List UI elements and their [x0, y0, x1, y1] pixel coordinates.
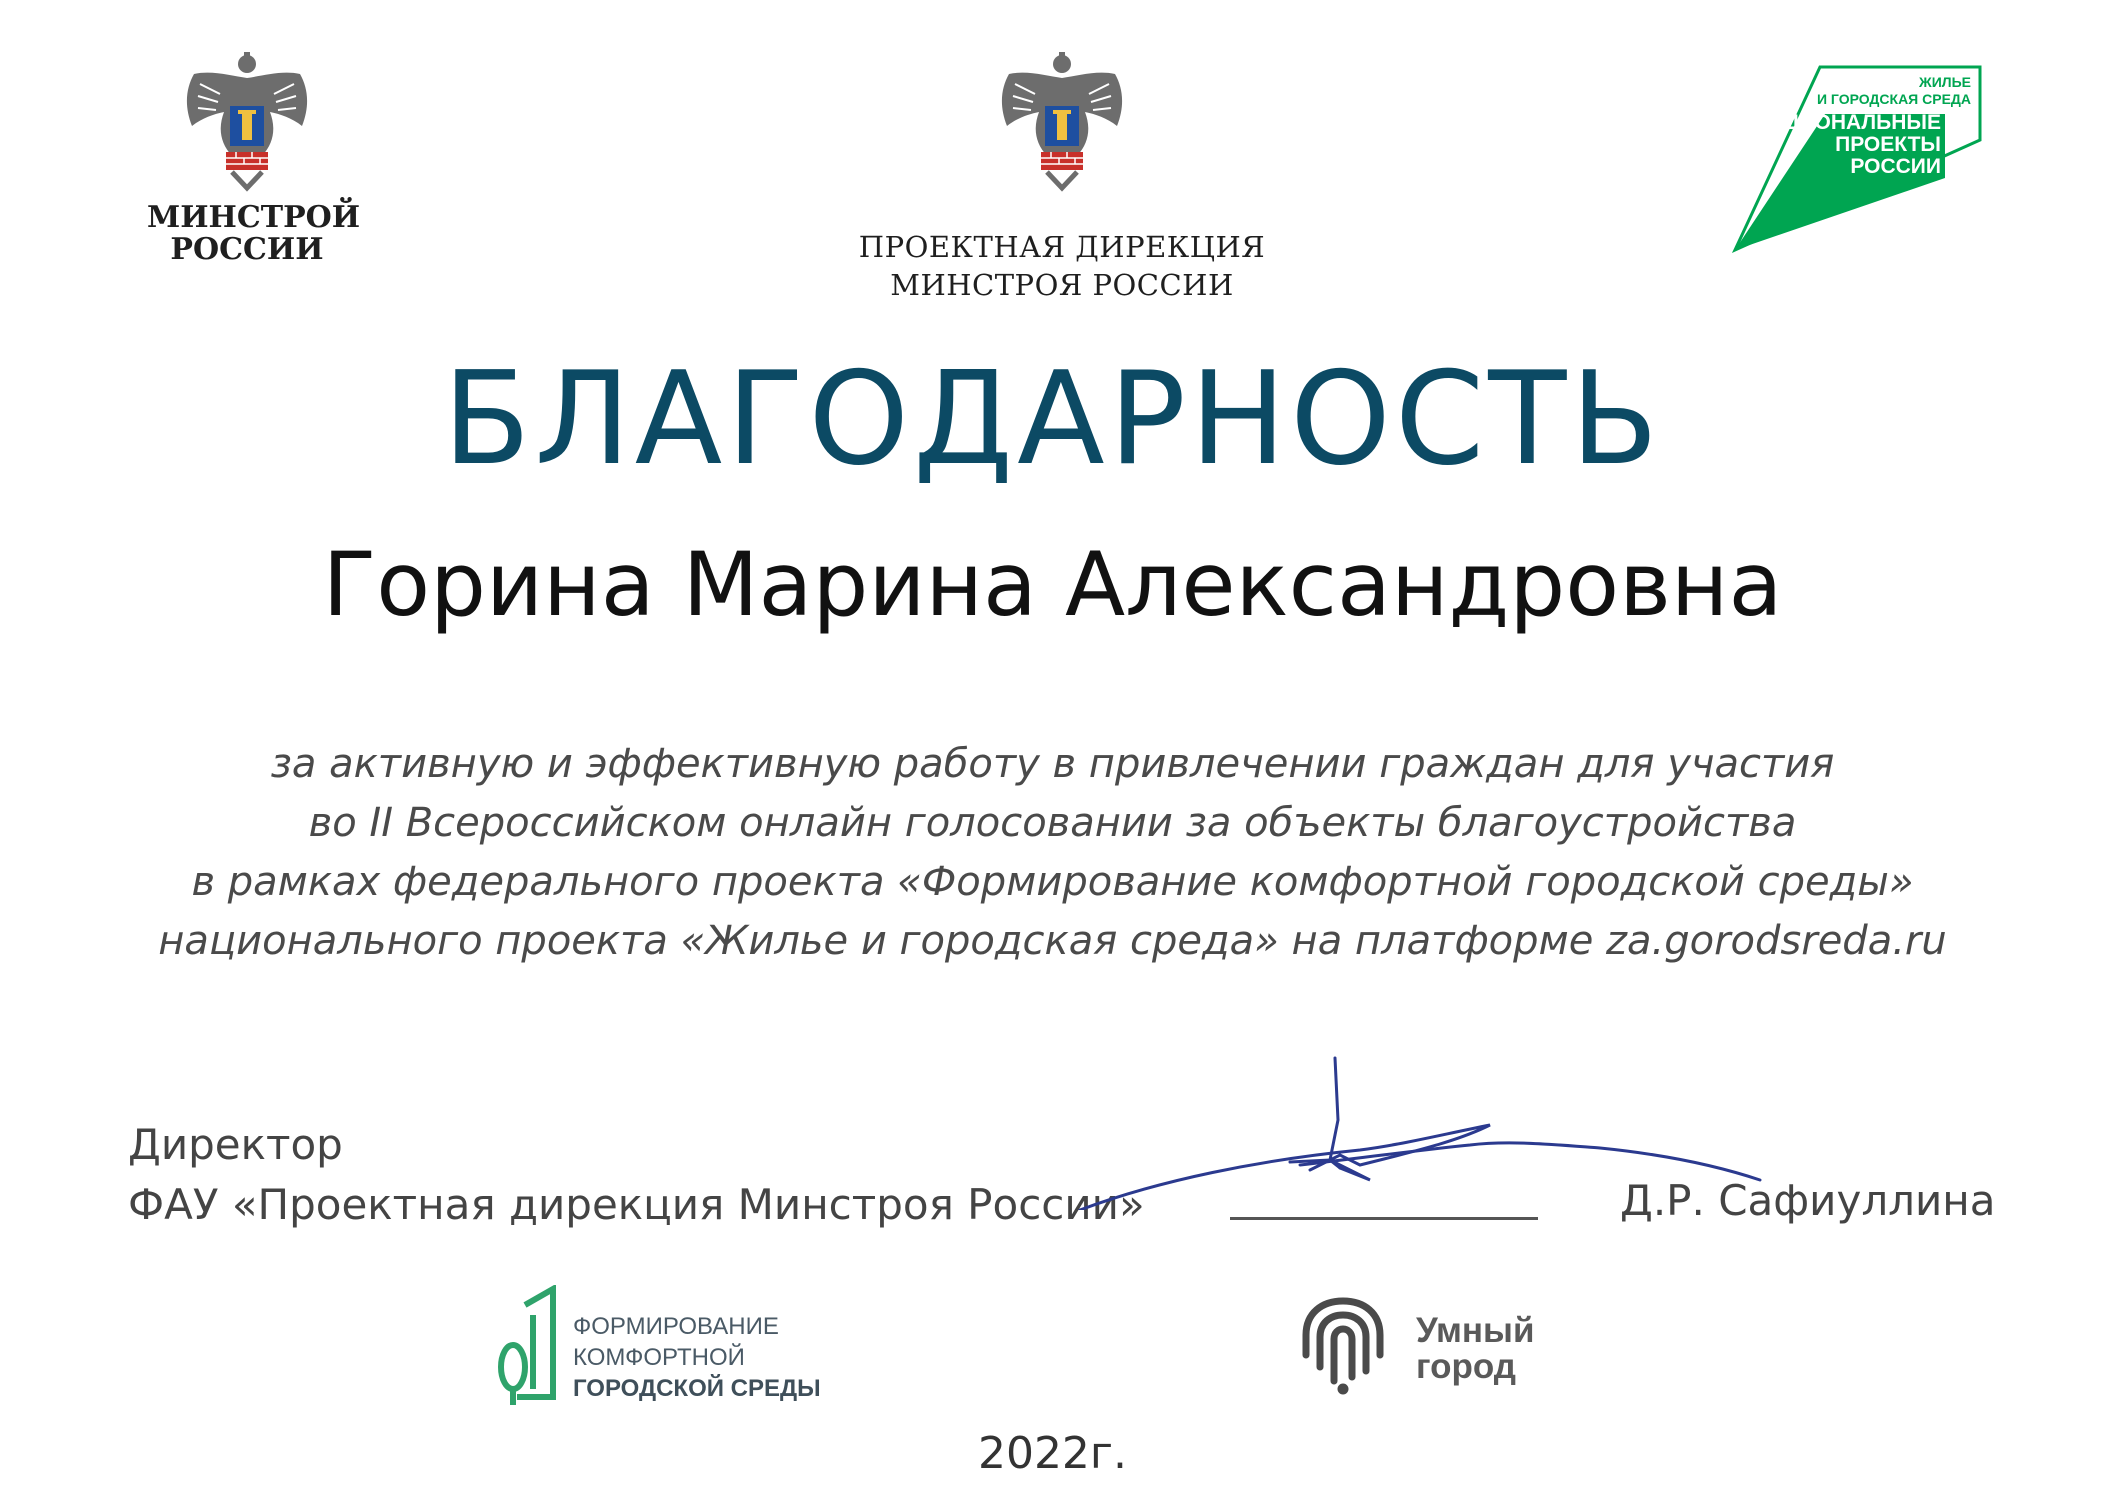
smart-city-line: город — [1416, 1347, 1517, 1386]
smart-city-logo — [1298, 1295, 1588, 1395]
np-small-line: ЖИЛЬЕ — [1919, 74, 1971, 90]
certificate-year: 2022г. — [977, 1428, 1128, 1479]
position-line: ФАУ «Проектная дирекция Минстроя России» — [128, 1180, 1145, 1229]
project-directorate-org-name — [852, 228, 1272, 304]
reason-line: во II Всероссийском онлайн голосовании за объекты благоустройства — [308, 800, 1797, 846]
project-directorate-logo — [852, 48, 1272, 304]
reason-line: национального проекта «Жилье и городская среда» на платформе za.gorodsreda.ru — [158, 918, 1947, 964]
fks-text — [573, 1311, 821, 1404]
award-reason — [60, 735, 2045, 971]
signature-line — [1230, 1217, 1538, 1220]
np-big-text — [1754, 112, 1941, 178]
signatory-name: Д.Р. Сафиуллина — [1620, 1176, 1996, 1225]
signatory-position — [128, 1115, 1145, 1235]
fks-line: ФОРМИРОВАНИЕ — [573, 1313, 779, 1340]
org-name-line: ПРОЕКТНАЯ ДИРЕКЦИЯ — [858, 230, 1266, 264]
double-headed-eagle-emblem-icon — [172, 48, 322, 198]
fingerprint-icon — [1298, 1295, 1388, 1395]
np-big-line: РОССИИ — [1850, 155, 1941, 178]
np-small-text — [1817, 74, 1971, 108]
reason-line: в рамках федерального проекта «Формирование комфортной городской среды» — [191, 859, 1914, 905]
position-line: Директор — [128, 1120, 343, 1169]
minstroy-logo — [147, 48, 361, 267]
fks-line: ГОРОДСКОЙ СРЕДЫ — [573, 1375, 821, 1402]
smart-city-text — [1416, 1313, 1534, 1385]
np-small-line: И ГОРОДСКАЯ СРЕДА — [1816, 91, 1971, 107]
comfortable-urban-environment-logo — [495, 1285, 835, 1405]
minstroy-org-name — [147, 200, 361, 267]
certificate-title: БЛАГОДАРНОСТЬ — [442, 345, 1663, 494]
np-big-line: НАЦИОНАЛЬНЫЕ — [1753, 111, 1941, 134]
np-big-line: ПРОЕКТЫ — [1835, 133, 1941, 156]
double-headed-eagle-emblem-icon — [987, 48, 1137, 198]
org-name-line: МИНСТРОЯ РОССИИ — [890, 268, 1234, 302]
national-projects-logo — [1725, 62, 1985, 257]
recipient-name: Горина Марина Александровна — [322, 533, 1783, 636]
smart-city-line: Умный — [1416, 1311, 1535, 1350]
building-leaf-icon — [495, 1285, 575, 1405]
fks-line: КОМФОРТНОЙ — [573, 1344, 745, 1371]
org-name-line: РОССИИ — [170, 232, 324, 267]
reason-line: за активную и эффективную работу в привлечении граждан для участия — [270, 741, 1835, 787]
org-name-line: МИНСТРОЙ — [147, 200, 361, 235]
